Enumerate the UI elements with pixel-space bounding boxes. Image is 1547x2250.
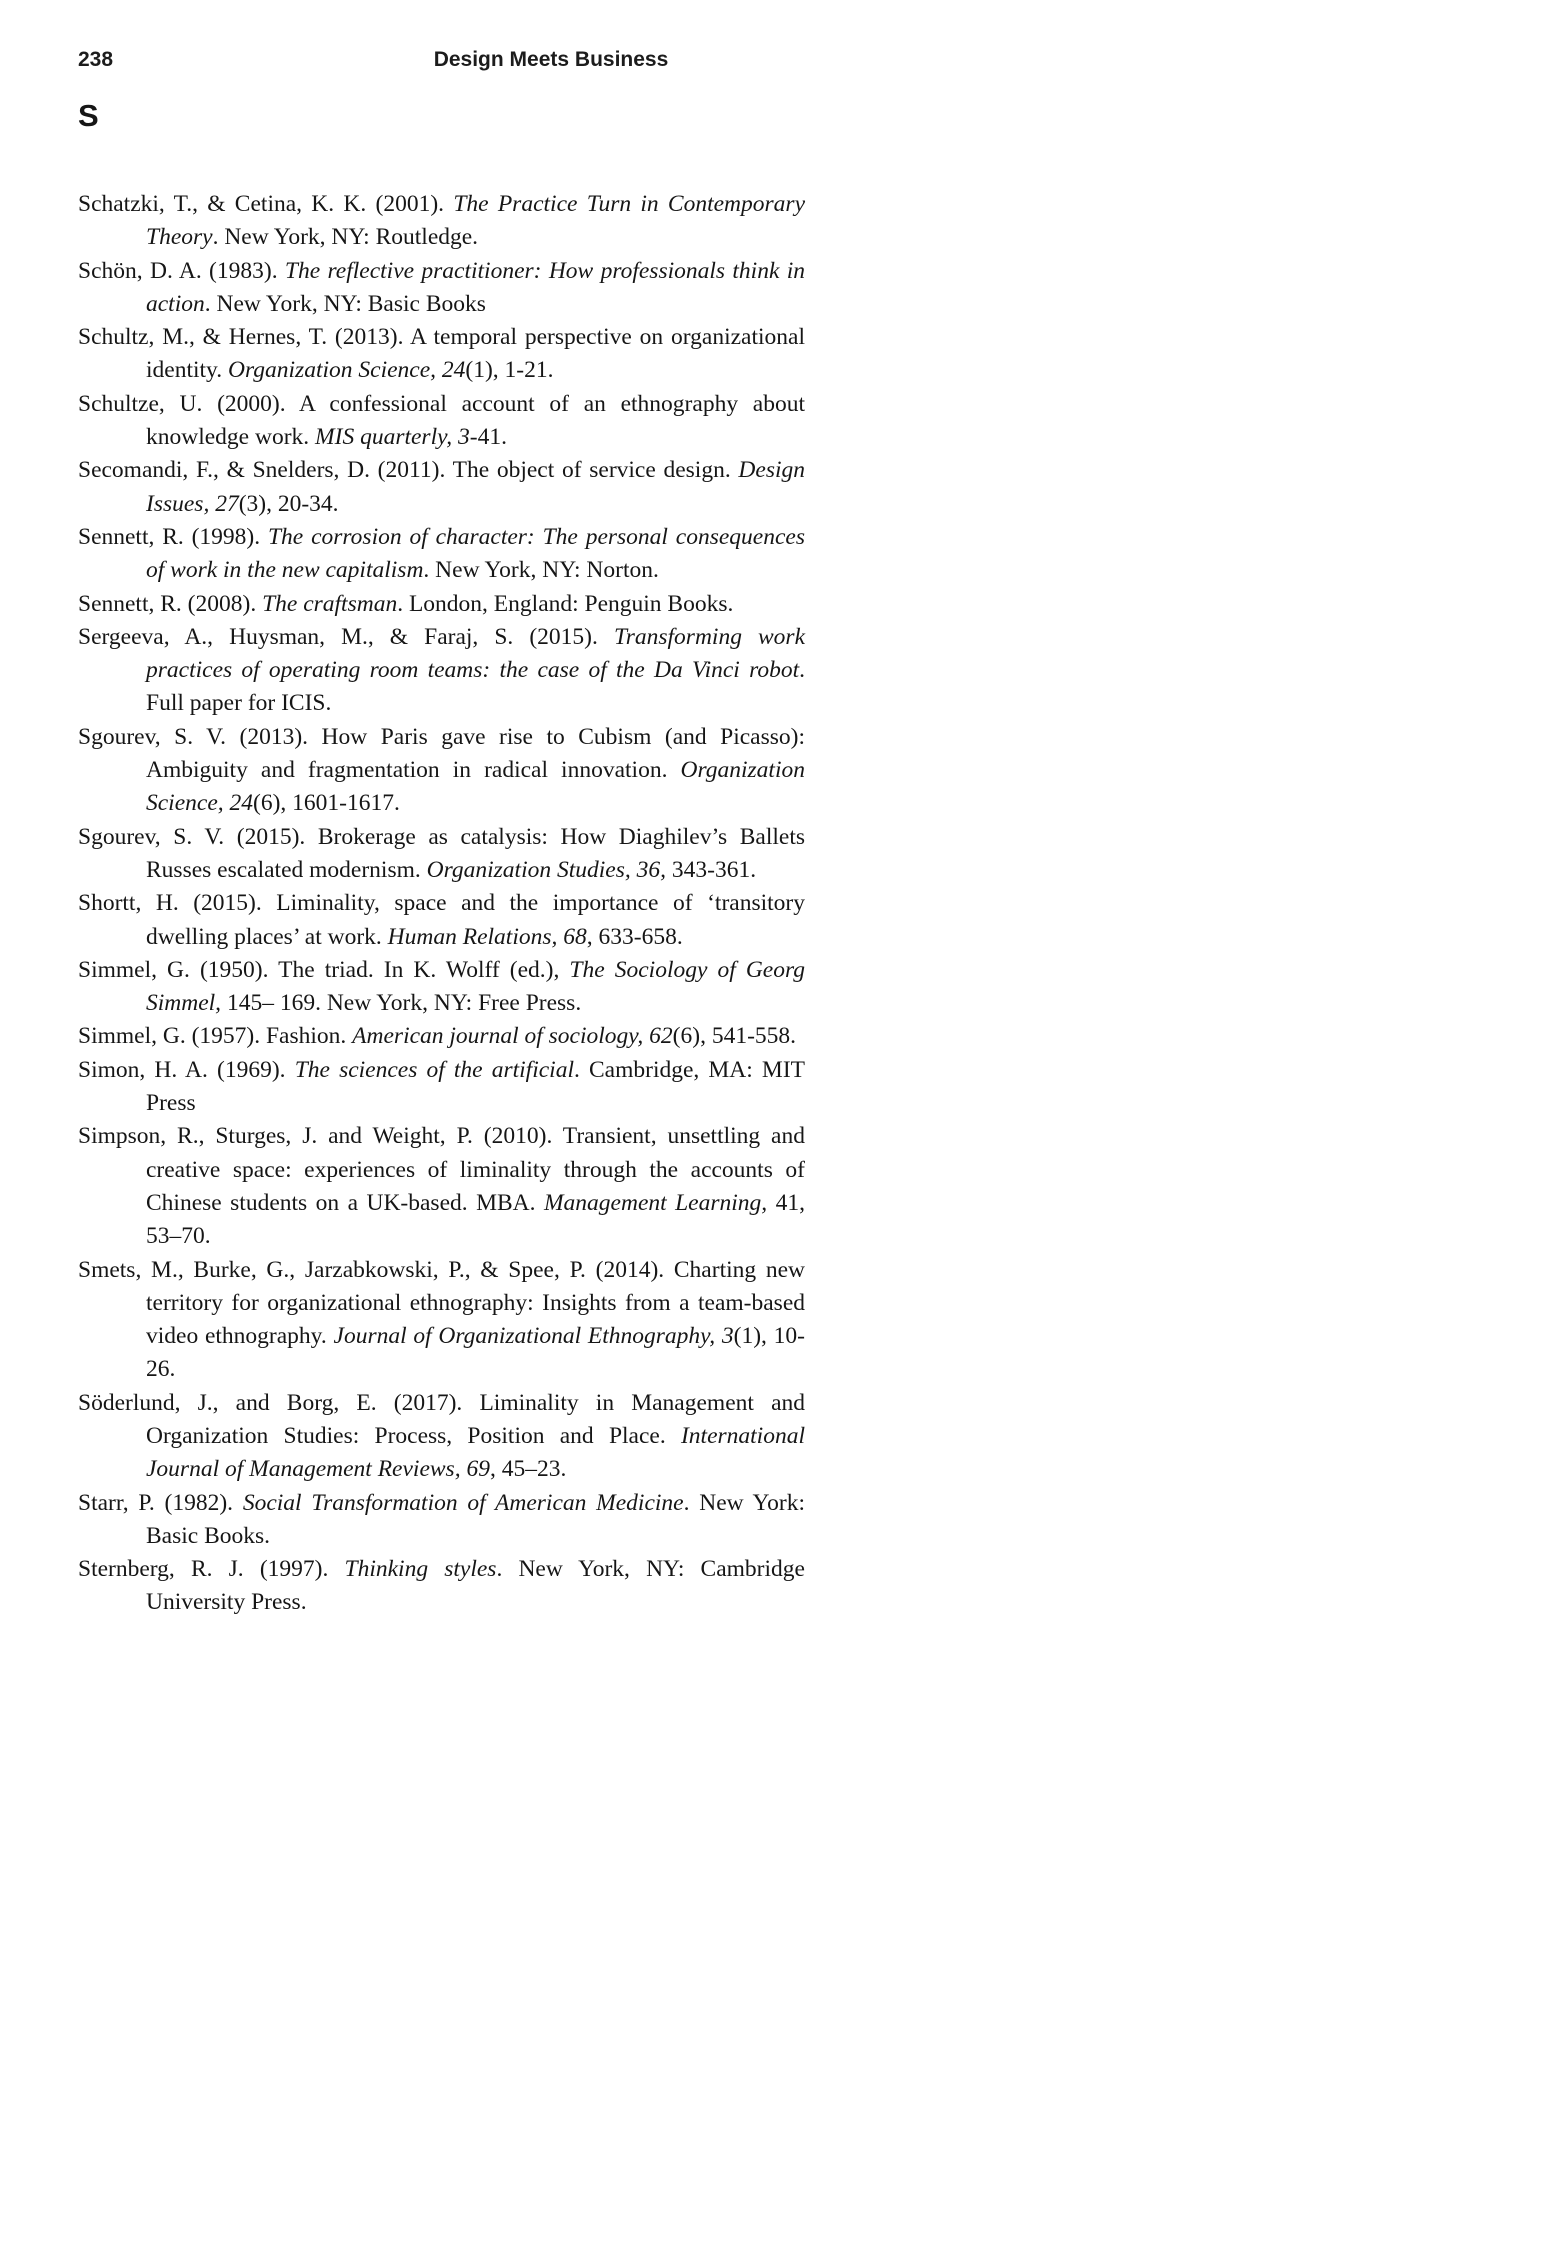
reference-entry <box>78 588 805 621</box>
page-header <box>0 48 1547 76</box>
reference-entry <box>78 454 805 521</box>
reference-text-segment: , 633-658. <box>586 923 683 950</box>
reference-entry <box>78 887 805 954</box>
reference-text-segment: Schatzki, T., & Cetina, K. K. (2001). <box>78 191 454 217</box>
reference-title-segment: MIS quarterly, 3 <box>315 424 470 451</box>
reference-text-segment: . New York, NY: Basic Books <box>204 290 486 317</box>
reference-text-segment: . New York, NY: Routledge. <box>212 224 479 251</box>
reference-text-segment: . Cambridge, MA: MIT Press <box>146 1056 806 1117</box>
reference-text-segment: (1), 10-26. <box>146 1323 805 1383</box>
reference-text-segment: 343-361. <box>666 856 757 883</box>
reference-title-segment: Transforming work practices of operating room teams: the case of the Da Vinci robot <box>146 623 805 684</box>
reference-entry <box>78 321 805 388</box>
reference-text-segment: Simmel, G. (1950). The triad. In K. Wolff (ed.), <box>78 956 570 983</box>
reference-text-segment: (3), 20-34. <box>238 490 339 517</box>
reference-text-segment: Sgourev, S. V. (2013). How Paris gave rise to Cubism (and Picasso): Ambiguity and fragmentation in radical innovation. <box>78 723 805 784</box>
reference-title-segment: Design Issues, 27 <box>146 457 805 517</box>
reference-text-segment: Sternberg, R. J. (1997). <box>78 1556 345 1583</box>
reference-text-segment: . New York, NY: Norton. <box>423 557 659 584</box>
reference-entry <box>78 388 805 455</box>
reference-title-segment: The sciences of the artificial <box>294 1056 574 1083</box>
reference-text-segment: 145– 169. New York, NY: Free Press. <box>221 990 582 1017</box>
reference-text-segment: Sgourev, S. V. (2015). Brokerage as catalysis: How Diaghilev’s Ballets Russes escalated modernism. <box>78 823 805 883</box>
running-title: Design Meets Business <box>433 48 669 71</box>
reference-text-segment: Söderlund, J., and Borg, E. (2017). Liminality in Management and Organization Studies: Process, Position and Place. <box>78 1389 805 1449</box>
reference-text-segment: Starr, P. (1982). <box>78 1489 243 1516</box>
reference-title-segment: The Practice Turn in Contemporary Theory <box>146 191 805 251</box>
reference-text-segment: Sergeeva, A., Huysman, M., & Faraj, S. (2015). <box>78 623 614 650</box>
reference-title-segment: American journal of sociology, 62 <box>352 1023 673 1050</box>
reference-text-segment: , 45–23. <box>489 1456 567 1483</box>
reference-text-segment: . London, England: Penguin Books. <box>397 590 734 617</box>
page-number: 238 <box>78 48 114 71</box>
reference-title-segment: International Journal of Management Reviews, 69 <box>146 1422 805 1483</box>
reference-title-segment: Organization Science, 24 <box>146 757 805 817</box>
reference-entry <box>78 255 805 322</box>
reference-text-segment: . New York: Basic Books. <box>146 1489 805 1549</box>
reference-text-segment: Sennett, R. (1998). <box>78 523 268 550</box>
reference-title-segment: The reflective practitioner: How professionals think in action <box>146 257 805 317</box>
reference-title-segment: Journal of Organizational Ethnography, 3 <box>333 1323 734 1350</box>
reference-entry <box>78 1020 805 1053</box>
reference-entry <box>78 1553 805 1620</box>
reference-title-segment: Human Relations, 68 <box>387 923 587 950</box>
reference-title-segment: Management Learning, <box>543 1189 768 1216</box>
reference-title-segment: The corrosion of character: The personal consequences of work in the new capitalism <box>146 523 805 584</box>
reference-text-segment: Schultz, M., & Hernes, T. (2013). A temporal perspective on organizational identity. <box>78 324 805 384</box>
reference-entry <box>78 954 805 1021</box>
section-heading: S <box>78 98 99 133</box>
reference-text-segment: Shortt, H. (2015). Liminality, space and the importance of ‘transitory dwelling places’ at work. <box>78 890 805 950</box>
reference-entry <box>78 188 805 255</box>
reference-title-segment: Organization Studies, 36, <box>426 856 667 883</box>
reference-text-segment: Schultze, U. (2000). A confessional account of an ethnography about knowledge work. <box>78 390 805 451</box>
reference-title-segment: The craftsman <box>262 590 398 617</box>
reference-text-segment: Smets, M., Burke, G., Jarzabkowski, P., & Spee, P. (2014). Charting new territory for organizational ethnography: Insights from a team-based video ethnography. <box>78 1256 805 1350</box>
reference-text-segment: Simmel, G. (1957). Fashion. <box>78 1023 353 1050</box>
reference-text-segment: -41. <box>469 424 507 451</box>
reference-title-segment: Thinking styles <box>344 1556 497 1583</box>
reference-entry <box>78 1054 805 1121</box>
reference-text-segment: Simon, H. A. (1969). <box>78 1056 295 1083</box>
reference-list <box>78 188 805 1620</box>
reference-text-segment: Simpson, R., Sturges, J. and Weight, P. (2010). Transient, unsettling and creative space: experiences of liminality through the accounts of Chinese students on a UK-based. MBA. <box>78 1123 805 1216</box>
reference-entry <box>78 1120 805 1253</box>
reference-text-segment: (1), 1-21. <box>465 357 554 384</box>
reference-entry <box>78 621 805 721</box>
reference-entry <box>78 521 805 588</box>
reference-text-segment: Sennett, R. (2008). <box>78 590 263 617</box>
reference-text-segment: 41, 53–70. <box>146 1189 806 1250</box>
reference-entry <box>78 821 805 888</box>
reference-entry <box>78 721 805 821</box>
reference-text-segment: . Full paper for ICIS. <box>146 657 805 717</box>
reference-text-segment: (6), 541-558. <box>672 1023 797 1050</box>
reference-entry <box>78 1254 805 1387</box>
reference-text-segment: Secomandi, F., & Snelders, D. (2011). The object of service design. <box>78 457 739 484</box>
reference-entry <box>78 1487 805 1554</box>
reference-text-segment: (6), 1601-1617. <box>253 790 400 817</box>
reference-entry <box>78 1387 805 1487</box>
reference-title-segment: Social Transformation of American Medicine <box>242 1489 684 1516</box>
reference-text-segment: Schön, D. A. (1983). <box>78 257 285 284</box>
reference-title-segment: The Sociology of Georg Simmel, <box>146 956 806 1017</box>
reference-title-segment: Organization Science, 24 <box>228 357 466 384</box>
reference-text-segment: . New York, NY: Cambridge University Press. <box>146 1556 805 1616</box>
